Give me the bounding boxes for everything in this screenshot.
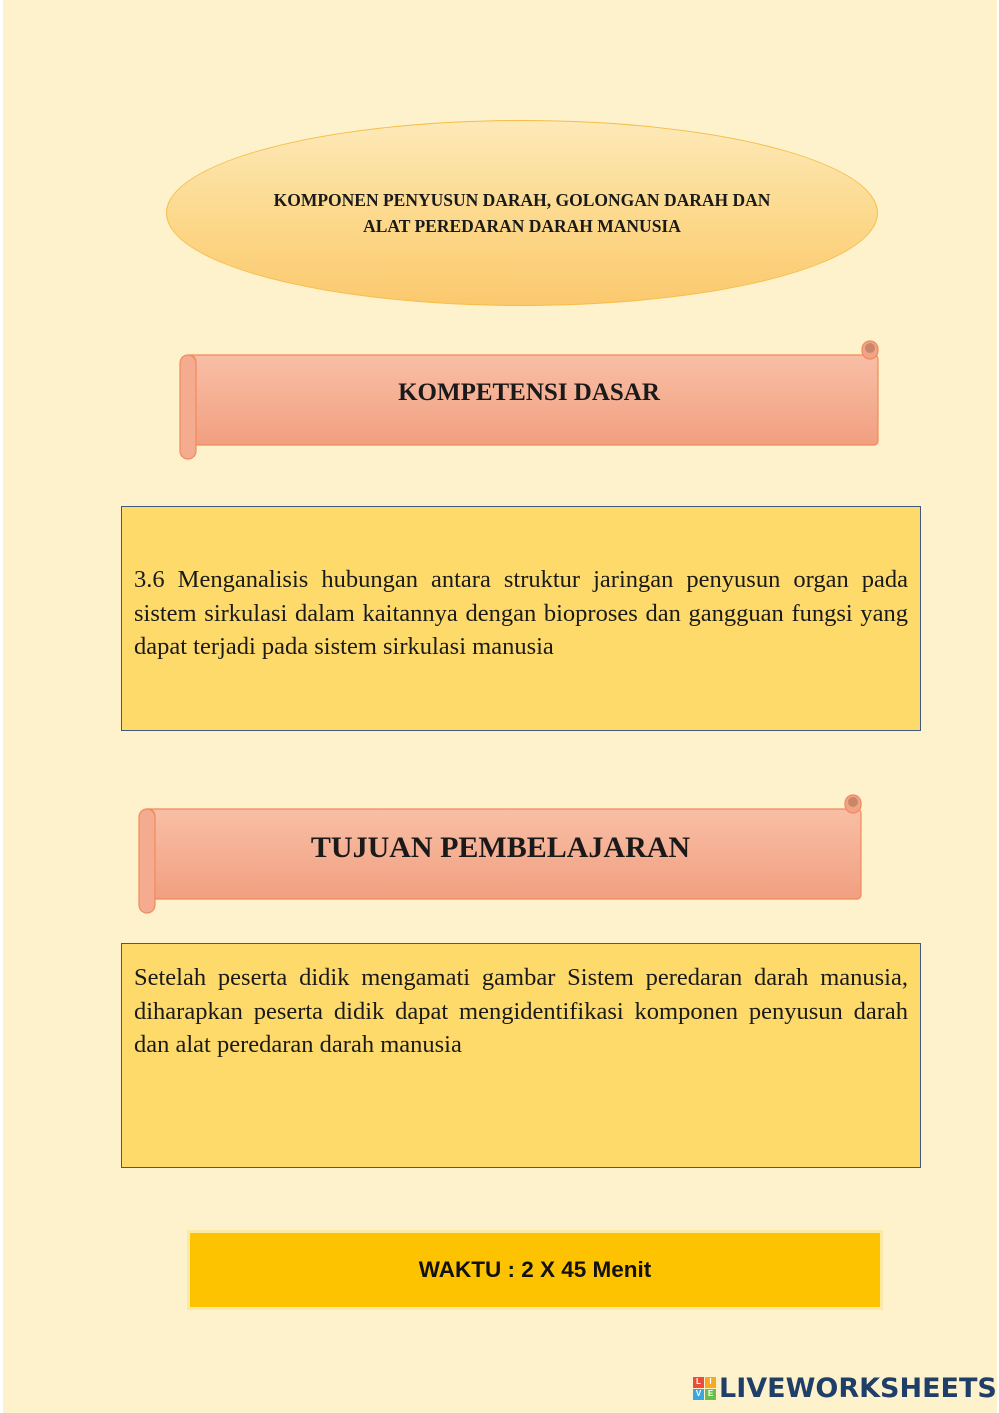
worksheet-page	[3, 0, 997, 1413]
tujuan-pembelajaran-banner	[134, 791, 867, 917]
logo-text: LIVEWORKSHEETS	[719, 1372, 997, 1404]
tujuan-pembelajaran-box	[121, 943, 921, 1168]
kompetensi-dasar-text: 3.6 Menganalisis hubungan antara struktur jaringan penyusun organ pada sistem sirkulasi dalam kaitannya dengan bioproses dan gangguan fungsi yang dapat terjadi pada sistem sirkulasi manusia	[134, 566, 908, 660]
liveworksheets-logo	[693, 1370, 997, 1406]
kompetensi-dasar-box	[121, 506, 921, 731]
logo-mark-v: V	[693, 1389, 704, 1400]
page-title	[222, 187, 822, 239]
section-heading-kompetensi: KOMPETENSI DASAR	[398, 379, 660, 406]
logo-mark-e: E	[705, 1389, 716, 1400]
kompetensi-dasar-banner	[176, 337, 882, 463]
title-line-1: KOMPONEN PENYUSUN DARAH, GOLONGAN DARAH DAN	[273, 190, 771, 210]
waktu-label: WAKTU : 2 X 45 Menit	[418, 1257, 652, 1282]
logo-mark-i: I	[705, 1377, 716, 1388]
tujuan-pembelajaran-text: Setelah peserta didik mengamati gambar Sistem peredaran darah manusia, diharapkan peserta didik dapat mengidentifikasi komponen penyusun darah dan alat peredaran darah manusia	[134, 964, 908, 1058]
liveworksheets-logo-icon	[693, 1377, 716, 1400]
logo-mark-l: L	[693, 1377, 704, 1388]
title-oval	[166, 120, 878, 306]
waktu-box	[187, 1230, 883, 1310]
section-heading-tujuan: TUJUAN PEMBELAJARAN	[310, 831, 691, 864]
title-line-2: ALAT PEREDARAN DARAH MANUSIA	[363, 216, 681, 236]
